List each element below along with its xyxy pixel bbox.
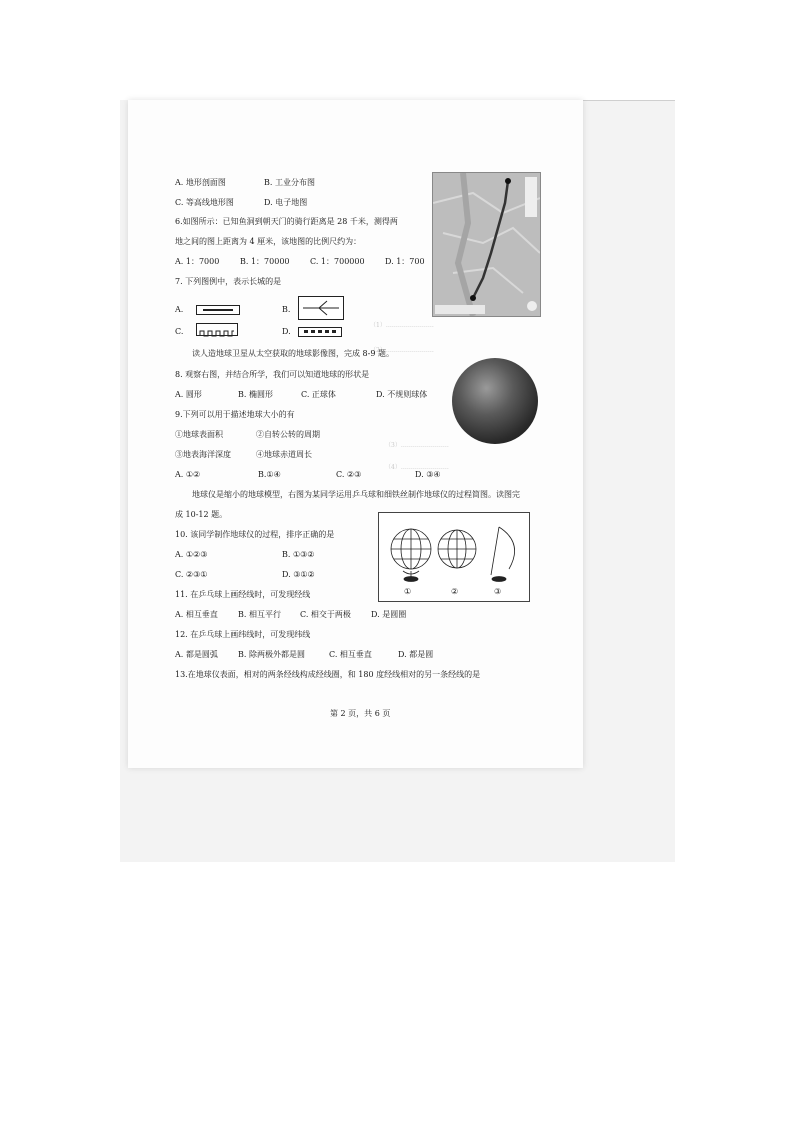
option-c: C. 1：700000 — [310, 257, 365, 266]
option-d: D. ③④ — [415, 470, 441, 479]
statement-1: ①地球表面积 — [175, 430, 223, 439]
option-d: D. 电子地图 — [264, 198, 308, 207]
option-d: D. — [282, 327, 291, 336]
option-c: C. 等高线地形图 — [175, 198, 234, 207]
bleed-through-text: （1）…………………… — [370, 322, 434, 329]
option-a: A. 地形剖面图 — [175, 178, 226, 187]
option-a: A. ①②③ — [175, 550, 208, 559]
option-d: D. 是圆圈 — [371, 610, 407, 619]
question-13-stem: 13.在地球仪表面，相对的两条经线构成经线圈，和 180 度经线相对的另一条经线的是 — [175, 670, 481, 679]
option-a: A. — [175, 305, 184, 314]
option-b: B. 1：70000 — [240, 257, 290, 266]
statement-3: ③地表海洋深度 — [175, 450, 231, 459]
legend-symbol-b — [298, 296, 344, 320]
option-b: B. 除两极外都是圆 — [238, 650, 305, 659]
question-12-stem: 12. 在乒乓球上画纬线时，可发现纬线 — [175, 630, 311, 639]
question-10-stem: 10. 该同学制作地球仪的过程，排序正确的是 — [175, 530, 335, 539]
intro-8-9: 读人造地球卫星从太空获取的地球影像图，完成 8-9 题。 — [192, 349, 394, 358]
intro-10-12: 地球仪是缩小的地球模型，右图为某同学运用乒乓球和细铁丝制作地球仪的过程简图。读图完 — [192, 490, 520, 499]
option-b: B.①④ — [258, 470, 281, 479]
question-7-stem: 7. 下列图例中，表示长城的是 — [175, 277, 282, 286]
option-c: C. 相互垂直 — [329, 650, 372, 659]
question-11-stem: 11. 在乒乓球上画经线时，可发现经线 — [175, 590, 311, 599]
bleed-through-text: （2）…………………… — [370, 347, 434, 354]
scan-edge — [583, 100, 675, 101]
figure-label-2: ② — [451, 587, 459, 596]
legend-symbol-a — [196, 305, 240, 315]
option-a: A. 相互垂直 — [175, 610, 218, 619]
question-6-stem: 6.如图所示：已知鱼洞到朝天门的骑行距离是 28 千米，测得两 — [175, 217, 398, 226]
option-c: C. 相交于两极 — [300, 610, 351, 619]
option-a: A. ①② — [175, 470, 201, 479]
figure-label-1: ① — [404, 587, 412, 596]
option-d: D. ③①② — [282, 570, 315, 579]
option-a: A. 圆形 — [175, 390, 202, 399]
option-c: C. — [175, 327, 184, 336]
statement-2: ②自转公转的周期 — [256, 430, 320, 439]
globe-making-figure — [378, 512, 530, 602]
intro-10-12-cont: 成 10-12 题。 — [175, 510, 228, 519]
legend-symbol-c — [196, 323, 238, 336]
option-c: C. 正球体 — [301, 390, 336, 399]
option-d: D. 不规则球体 — [376, 390, 428, 399]
option-a: A. 1：7000 — [175, 257, 220, 266]
question-9-stem: 9.下列可以用于描述地球大小的有 — [175, 410, 295, 419]
question-6-stem-cont: 地之间的图上距离为 4 厘米，该地图的比例尺约为： — [175, 237, 362, 246]
option-b: B. 相互平行 — [238, 610, 281, 619]
earth-satellite-image — [452, 358, 538, 444]
option-b: B. 工业分布图 — [264, 178, 315, 187]
route-map-image — [432, 172, 541, 317]
figure-label-3: ③ — [494, 587, 502, 596]
option-a: A. 都是圆弧 — [175, 650, 218, 659]
option-c: C. ②③① — [175, 570, 208, 579]
option-b: B. 椭圆形 — [238, 390, 273, 399]
option-c: C. ②③ — [336, 470, 362, 479]
option-d: D. 1：700 — [385, 257, 425, 266]
option-b: B. — [282, 305, 291, 314]
option-b: B. ①③② — [282, 550, 315, 559]
option-d: D. 都是圆 — [398, 650, 434, 659]
question-8-stem: 8. 观察右图，并结合所学，我们可以知道地球的形状是 — [175, 370, 370, 379]
bleed-through-text: （4）…………………… — [385, 464, 449, 471]
page-footer: 第 2 页，共 6 页 — [330, 709, 391, 718]
bleed-through-text: （3）…………………… — [385, 442, 449, 449]
legend-symbol-d — [298, 327, 342, 337]
statement-4: ④地球赤道周长 — [256, 450, 312, 459]
